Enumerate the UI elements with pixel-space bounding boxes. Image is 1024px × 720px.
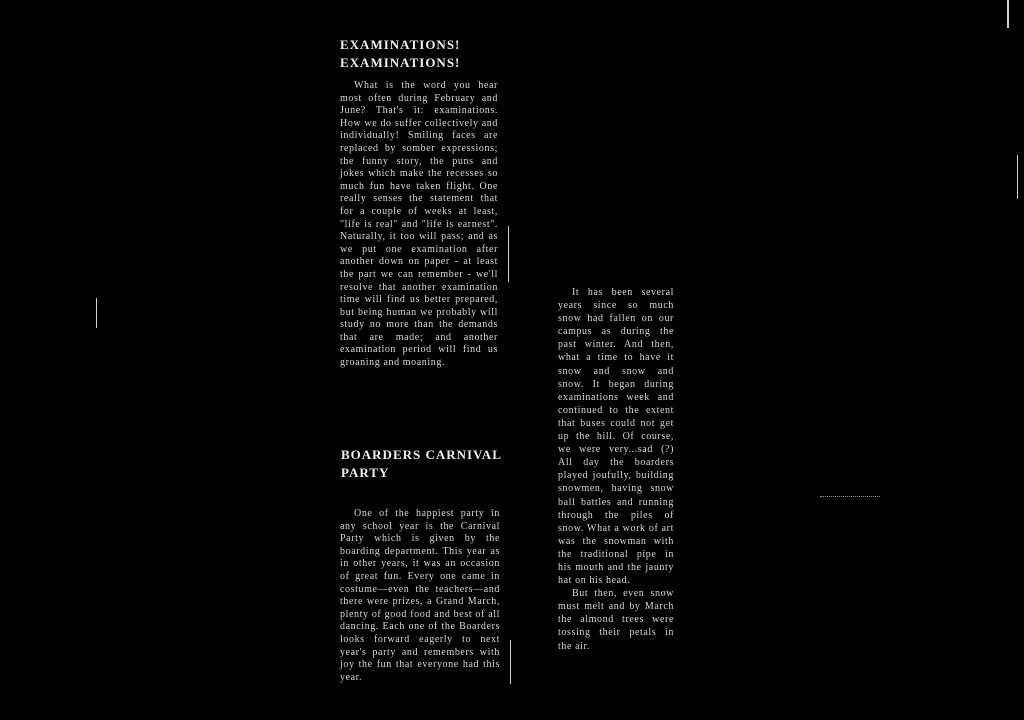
examinations-paragraph: What is the word you hear most often during February and June? That's it: examinations. How we do suffer collectively and individually! Smiling faces are replaced by somber expressions; the funny story, the puns and jokes which make the recesses so much fun have taken flight. One really senses the statement that for a couple of weeks at least, "life is real" and "life is earnest". Naturally, it too will pass; and as we put one examination after another down on paper - at least the part we can remember - we'll resolve that another examination time will find us better prepared, but being human we probably will study no more than the demands that are made; and another examination period will find us groaning and moaning. <box>340 80 498 369</box>
vertical-rule-bottom <box>510 640 511 684</box>
boarders-heading-line1: BOARDERS CARNIVAL <box>341 447 502 462</box>
examinations-heading <box>340 36 510 72</box>
vertical-rule-right <box>1017 155 1018 199</box>
examinations-article-body <box>340 80 498 370</box>
examinations-heading-line1: EXAMINATIONS! <box>340 37 461 52</box>
snow-paragraph-2: But then, even snow must melt and by March the almond trees were tossing their petals in the air. <box>558 588 674 652</box>
snow-article-body <box>558 286 674 653</box>
vertical-rule-left <box>96 298 97 328</box>
dotted-mark <box>820 496 880 499</box>
snow-paragraph-1: It has been several years since so much snow had fallen on our campus as during the past winter. And then, what a time to have it snow and snow and snow. It began during examinations week and continued to the extent that buses could not get up the hill. Of course, we were very...sad (?) All day the boarders played joufully, building snowmen, having snow ball battles and running through the piles of snow. What a work of art was the snowman with the traditional pipe in his mouth and the jaunty hat on his head. <box>558 287 674 587</box>
boarders-paragraph: One of the happiest party in any school year is the Carnival Party which is given by the boarding department. This year as in other years, it was an occasion of great fun. Every one came in costume—even the teachers—and there were prizes, a Grand March, plenty of good food and best of all dancing. Each one of the Boarders looks forward eagerly to next year's party and remembers with joy the fun that everyone had this year. <box>340 508 500 683</box>
boarders-carnival-heading <box>341 446 511 482</box>
vertical-rule-middle <box>508 226 509 282</box>
vertical-rule-right-top <box>1007 0 1009 28</box>
boarders-article-body <box>340 508 500 684</box>
examinations-heading-line2: EXAMINATIONS! <box>340 55 461 70</box>
boarders-heading-line2: PARTY <box>341 465 390 480</box>
